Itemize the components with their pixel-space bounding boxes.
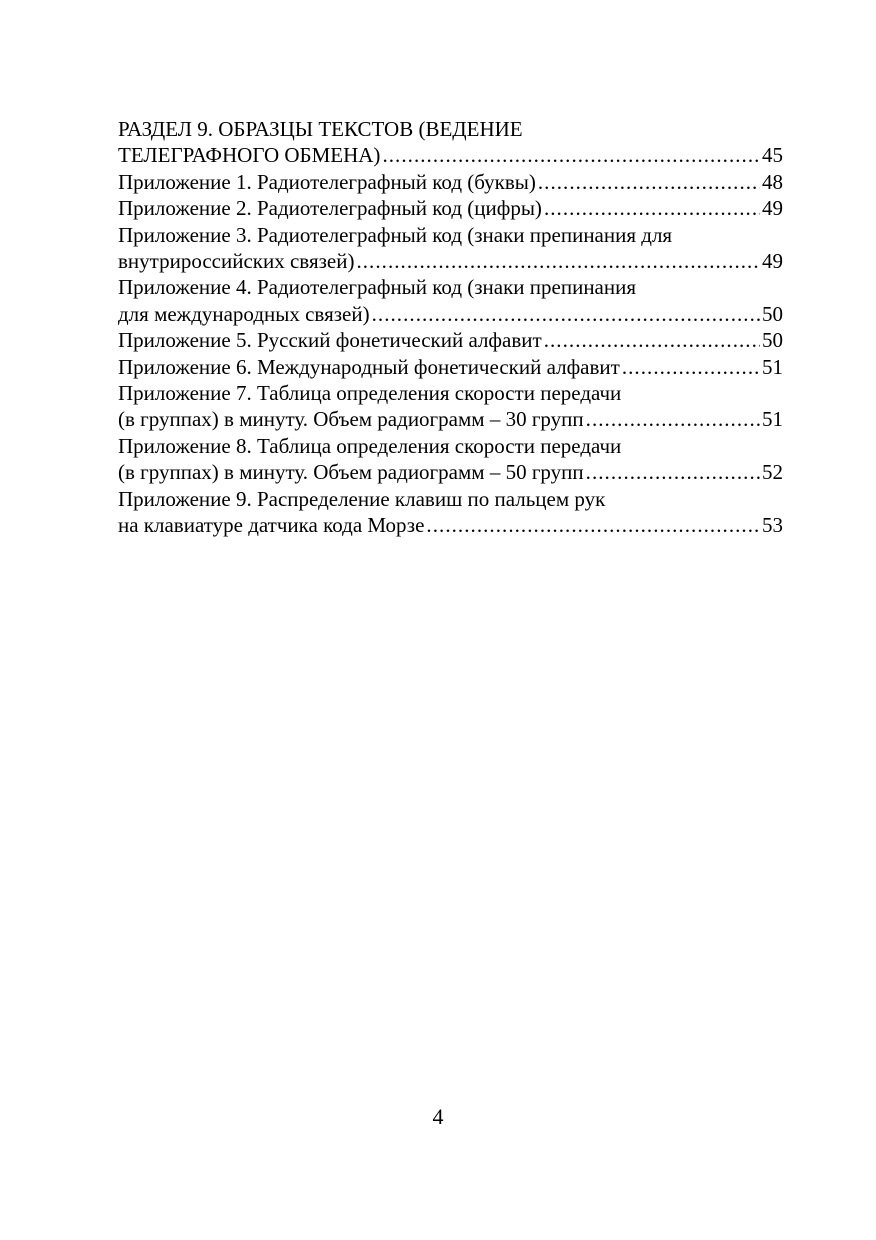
toc-entry-line: РАЗДЕЛ 9. ОБРАЗЦЫ ТЕКСТОВ (ВЕДЕНИЕ — [118, 117, 523, 141]
toc-entry-line: Приложение 9. Распределение клавиш по пальцем рук — [118, 486, 606, 511]
toc-entry-last-line — [118, 512, 783, 538]
toc-entry-last-line — [118, 142, 783, 168]
toc-entry-appendix-4[interactable] — [118, 274, 783, 327]
toc-entry-last-line — [118, 327, 783, 353]
toc-entry-title: для международных связей) — [118, 301, 370, 326]
dot-leader — [544, 195, 760, 221]
toc-entry-title: на клавиатуре датчика кода Морзе — [118, 513, 425, 538]
toc-entry-last-line — [118, 459, 783, 485]
toc-entry-line: Приложение 3. Радиотелеграфный код (знаки препинания для — [118, 222, 673, 247]
toc-entry-appendix-9[interactable] — [118, 486, 783, 539]
page-number: 4 — [432, 1104, 444, 1129]
dot-leader — [382, 142, 760, 168]
toc-entry-appendix-5[interactable] — [118, 327, 783, 353]
dot-leader — [586, 406, 760, 432]
toc-entry-last-line — [118, 248, 783, 274]
toc-entry-title: Приложение 2. Радиотелеграфный код (цифры) — [118, 196, 542, 221]
toc-entry-last-line — [118, 406, 783, 432]
dot-leader — [586, 459, 760, 485]
toc-entry-title: (в группах) в минуту. Объем радиограмм – 50 групп — [118, 460, 584, 485]
toc-entry-page: 50 — [762, 301, 783, 326]
dot-leader — [356, 248, 760, 274]
table-of-contents — [118, 116, 783, 539]
toc-entry-title: Приложение 6. Международный фонетический алфавит — [118, 354, 620, 379]
toc-entry-page: 49 — [762, 249, 783, 274]
toc-entry-appendix-6[interactable] — [118, 354, 783, 380]
toc-entry-section-9[interactable] — [118, 116, 783, 169]
toc-entry-page: 45 — [762, 143, 783, 168]
dot-leader — [372, 301, 760, 327]
toc-entry-page: 50 — [762, 328, 783, 353]
dot-leader — [538, 169, 760, 195]
toc-entry-title: ТЕЛЕГРАФНОГО ОБМЕНА) — [118, 143, 381, 168]
dot-leader — [622, 354, 760, 380]
toc-entry-last-line — [118, 195, 783, 221]
toc-entry-appendix-2[interactable] — [118, 195, 783, 221]
toc-entry-page: 48 — [762, 169, 783, 194]
toc-entry-line: Приложение 8. Таблица определения скорости передачи — [118, 433, 622, 458]
toc-entry-appendix-7[interactable] — [118, 380, 783, 433]
toc-entry-page: 51 — [762, 407, 783, 432]
toc-entry-appendix-1[interactable] — [118, 169, 783, 195]
toc-entry-last-line — [118, 169, 783, 195]
toc-entry-line: Приложение 4. Радиотелеграфный код (знаки препинания — [118, 275, 637, 300]
toc-entry-appendix-8[interactable] — [118, 433, 783, 486]
toc-entry-title: Приложение 1. Радиотелеграфный код (буквы) — [118, 169, 536, 194]
toc-entry-appendix-3[interactable] — [118, 222, 783, 275]
toc-entry-title: (в группах) в минуту. Объем радиограмм – 30 групп — [118, 407, 584, 432]
toc-entry-line: Приложение 7. Таблица определения скорости передачи — [118, 381, 622, 406]
toc-entry-page: 51 — [762, 354, 783, 379]
toc-entry-title: Приложение 5. Русский фонетический алфавит — [118, 328, 542, 353]
toc-entry-page: 53 — [762, 513, 783, 538]
dot-leader — [544, 327, 760, 353]
toc-entry-title: внутрироссийских связей) — [118, 249, 355, 274]
dot-leader — [426, 512, 760, 538]
toc-entry-last-line — [118, 301, 783, 327]
toc-entry-page: 49 — [762, 196, 783, 221]
toc-entry-page: 52 — [762, 460, 783, 485]
toc-entry-last-line — [118, 354, 783, 380]
